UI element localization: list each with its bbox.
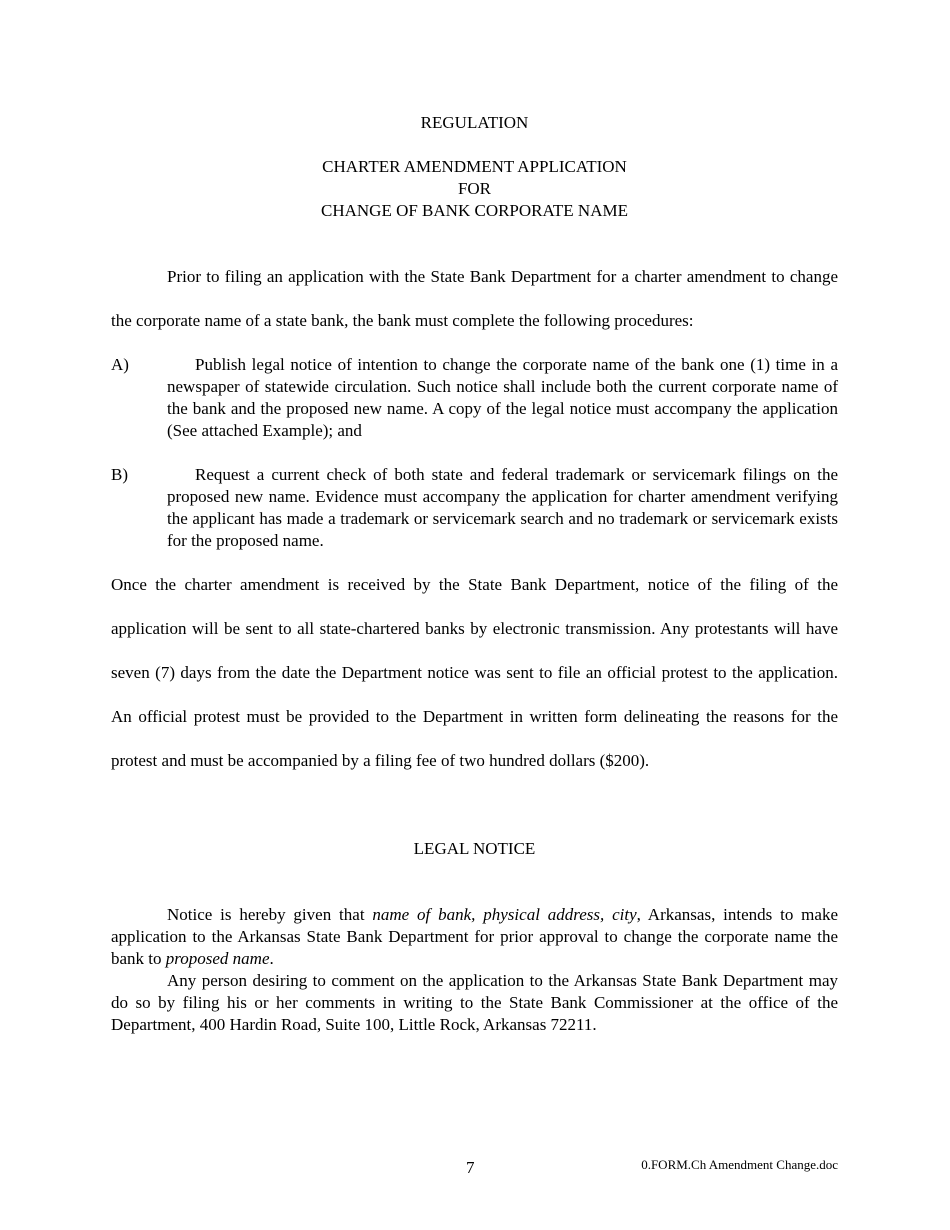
procedure-item-b bbox=[111, 464, 838, 552]
notice-placeholder-proposed-name: proposed name bbox=[165, 949, 270, 968]
procedure-text-a: Publish legal notice of intention to change the corporate name of the bank one (1) time in a newspaper of statewide circulation. Such notice shall include both the current corporate name of the bank and the proposed new name. A copy of the legal notice must accompany the application (See attached Example); and bbox=[167, 355, 838, 440]
title-line-2: FOR bbox=[457, 179, 492, 198]
legal-notice-paragraph-1 bbox=[111, 904, 838, 970]
document-title bbox=[111, 156, 838, 222]
procedure-marker-a: A) bbox=[111, 355, 129, 374]
notice-text-1: Notice is hereby given that bbox=[167, 905, 373, 924]
regulation-heading: REGULATION bbox=[420, 113, 529, 132]
intro-paragraph: Prior to filing an application with the State Bank Department for a charter amendment to change the corporate name of a state bank, the bank must complete the following procedures: bbox=[111, 267, 838, 330]
legal-notice-heading: LEGAL NOTICE bbox=[413, 839, 536, 858]
process-paragraph: Once the charter amendment is received by the State Bank Department, notice of the filing of the application will be sent to all state-chartered banks by electronic transmission. Any protestants will have seven (7) days from the date the Department notice was sent to file an official protest to the application. An official protest must be provided to the Department in written form delineating the reasons for the protest and must be accompanied by a filing fee of two hundred dollars ($200). bbox=[111, 575, 838, 770]
title-line-3: CHANGE OF BANK CORPORATE NAME bbox=[321, 201, 628, 220]
page-number: 7 bbox=[466, 1158, 475, 1177]
notice-text-3: . bbox=[269, 949, 274, 968]
document-page bbox=[111, 0, 838, 1230]
notice-text-2: , Arkansas, intends to make application to the Arkansas State Bank Department for prior approval to change the corporate name the bank to bbox=[111, 905, 838, 968]
notice-placeholder-bank: name of bank, physical address, city bbox=[372, 905, 637, 924]
title-line-1: CHARTER AMENDMENT APPLICATION bbox=[322, 157, 627, 176]
legal-notice-paragraph-2: Any person desiring to comment on the application to the Arkansas State Bank Department may do so by filing his or her comments in writing to the State Bank Commissioner at the office of the Department, 400 Hardin Road, Suite 100, Little Rock, Arkansas 72211. bbox=[111, 971, 838, 1034]
procedure-text-b: Request a current check of both state and federal trademark or servicemark filings on the proposed new name. Evidence must accompany the application for charter amendment verifying the applicant has made a trademark or servicemark search and no trademark or servicemark exists for the proposed name. bbox=[167, 465, 838, 550]
procedure-marker-b: B) bbox=[111, 465, 128, 484]
procedure-item-a bbox=[111, 354, 838, 442]
footer-filename: 0.FORM.Ch Amendment Change.doc bbox=[641, 1157, 838, 1172]
